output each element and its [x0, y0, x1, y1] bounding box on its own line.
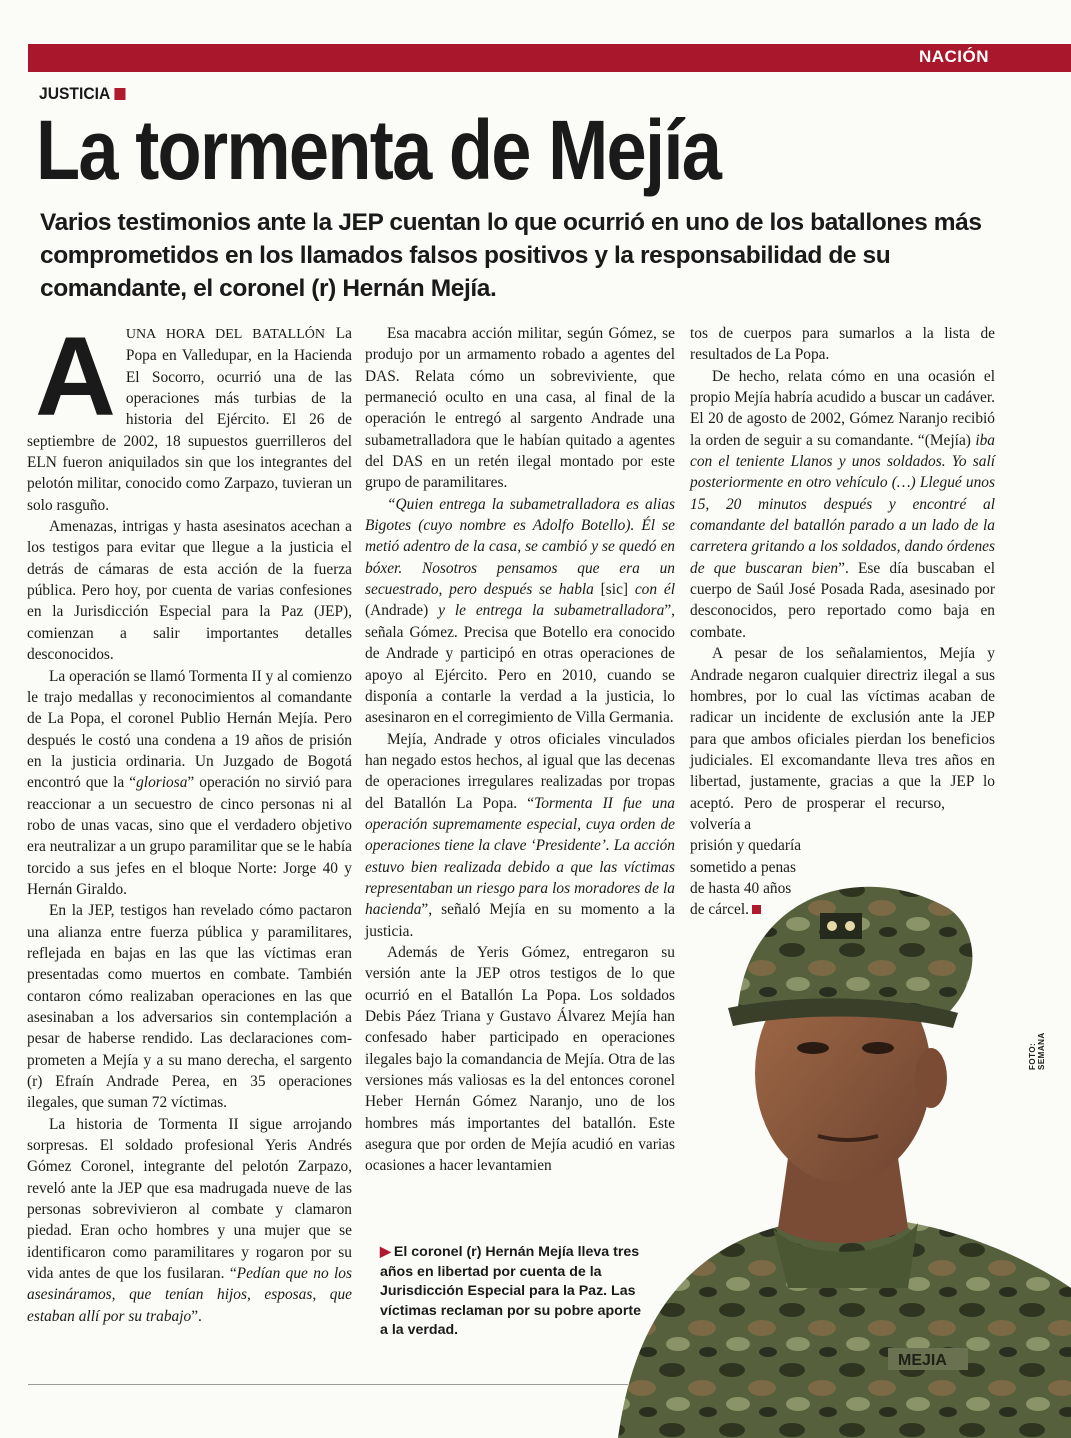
paragraph: Esa macabra acción militar, según Gómez, se produjo por un armamento robado a agentes del DAS. Relata cómo un sobreviviente, que permaneció oculto en una casa, al final de la operación le entregó al sargento Andrade una subametralladora que le habían quitado a agentes del DAS en un retén ilegal montado por este grupo de paramilitares.	[365, 325, 675, 492]
drop-cap: A	[35, 314, 116, 439]
paragraph	[690, 366, 995, 643]
paragraph-text: volvería a	[690, 815, 752, 833]
quote-text: iba con el teniente Llanos y unos soldados. Yo salí posteriormente en otro vehículo (…) Llegué unos 15, 20 minutos después y encontré al comandante del batallón parado a un lado de la carretera gritando a los soldados, dando órdenes de que buscaran bien	[690, 431, 995, 577]
red-square-icon	[115, 88, 126, 100]
quote-text: y le entrega la subametralladora	[438, 602, 665, 620]
paragraph	[690, 643, 995, 835]
paragraph-text: ”, señaló Mejía en su momento a la justicia.	[365, 901, 675, 940]
quote-text: gloriosa	[136, 774, 188, 792]
kicker	[39, 84, 126, 104]
colonel-photo	[598, 815, 1071, 1438]
quote-text: Tormenta II fue una operación supremamente especial, cuya orden de operaciones tiene la clave ‘Presidente’. La acción estuvo bien realizada debido a que las víctimas representaban un riesgo para los moradores de la hacienda	[365, 794, 675, 919]
article-column-1	[27, 314, 352, 1327]
paragraph-text: De hecho, relata cómo en una ocasión el propio Mejía habría acudido a buscar un cadáver. El 20 de agosto de 2002, Gómez Naranjo recibió la orden de seguir a su comandante. “(Mejía)	[690, 367, 995, 449]
paragraph	[365, 494, 675, 729]
paragraph	[27, 314, 352, 516]
paragraph-text: A pesar de los señalamientos, Mejía y Andrade negaron cualquier directriz ilegal a sus hombres, por lo cual las víctimas acaban de radicar un incidente de exclusión ante la JEP para que ambos oficiales pierdan los beneficios judiciales. El excomandante lleva tres años en libertad, justamente, gracias a que la JEP lo aceptó. Pero de prosperar el recurso,	[690, 645, 995, 812]
red-triangle-icon: ▶	[380, 1244, 391, 1260]
paragraph-text: La Popa en Valledupar, en la Hacienda El Socorro, ocurrió una de las operaciones más turbias de la historia del Ejército. El 26 de septiembre de 2002, 18 supuestos guerrilleros del ELN fueron aniquilados sin que los integrantes del pelotón militar, conocido como Zarpazo, tuvieran un solo rasguño.	[27, 325, 352, 514]
kicker-label: JUSTICIA	[39, 84, 111, 103]
paragraph-text: (Andrade)	[365, 602, 439, 620]
paragraph: Amenazas, intrigas y hasta asesinatos acechan a los testigos para evitar que llegue a la justicia el detrás de cámaras de esta acción de la fuerza pública. Pero hoy, por cuenta de varias confesiones en la Jurisdicción Especial para la Paz (JEP), comienzan a salir importantes detalles desconocidos.	[27, 518, 352, 664]
paragraph-text: Mejía, Andrade y otros oficiales vinculados han negado estos hechos, al igual que las decenas de operaciones irregulares realizadas por tropas del Batallón La Popa. “	[365, 730, 675, 812]
photo-caption	[380, 1243, 645, 1341]
divider	[28, 1384, 628, 1385]
caption-text: El coronel (r) Hernán Mejía lleva tres años en libertad por cuenta de la Jurisdicción Especial para la Paz. Las víctimas reclaman por su pobre aporte a la verdad.	[380, 1244, 641, 1339]
paragraph-text: ”, señala Gómez. Precisa que Botello era conocido de Andrade y participó en otras operaciones de apoyo al Ejército. Pero en 2010, cuando se disponía a contarle la verdad a la justicia, lo asesinaron en el corregimiento de Villa Germania.	[365, 602, 675, 727]
photo-credit: FOTO: SEMANA	[1028, 1032, 1046, 1070]
name-tag-text: MEJIA	[898, 1352, 947, 1369]
paragraph-text: La operación se llamó Tormenta II y al comienzo le trajo medallas y reconocimientos al comandante de La Popa, el coronel Publio Hernán Mejía. Pero después le costó una condena a 19 años de prisión en la justicia ordinaria. Un Juzgado de Bogotá encontró que la “	[27, 667, 352, 792]
text-line: sometido a penas	[690, 858, 796, 876]
quote-text: con él	[634, 581, 675, 599]
headline: La tormenta de Mejía	[36, 103, 721, 197]
quote-text: “Quien entrega la subametralladora es alias Bigotes (cuyo nombre es Adolfo Botello). Él se metió adentro de la casa, se cambió y se quedó en bóxer. Nosotros pensamos que era un secuestrado, pero después se habla	[365, 495, 675, 599]
text-line: de hasta 40 años	[690, 879, 792, 897]
paragraph-text: ”. Ese día buscaban el cuerpo de Saúl José Posada Rada, asesinado por desconocidos, pero reportado como baja en combate.	[690, 559, 996, 641]
paragraph-text: ” operación no sirvió para reaccionar a un secuestro de cinco personas ni al robo de unas vacas, sino que el verdadero objetivo era neutralizar a un grupo paramilitar que se le había torcido a sus jefes en el bloque Norte: Jorge 40 y Hernán Giraldo.	[27, 774, 352, 898]
text-line: de cárcel.	[690, 901, 749, 919]
section-header-bar	[28, 44, 1071, 72]
quote-text: Pedían que no los asesináramos, que tenían hijos, esposas, que estaban allí por su trabajo	[27, 1265, 352, 1325]
deck: Varios testimonios ante la JEP cuentan lo que ocurrió en uno de los batallones más comprometidos en los llamados falsos positivos y la responsabilidad de su comandante, el coronel (r) Hernán Mejía.	[40, 209, 982, 302]
paragraph	[27, 1114, 352, 1327]
paragraph: Además de Yeris Gómez, entregaron su versión ante la JEP otros testigos de lo que ocurrió en el Batallón La Popa. Los soldados Debis Páez Triana y Gustavo Álvarez Mejía han confesado haber participado en operaciones ilegales bajo la comandancia de Mejía. Otra de las versiones más valiosas es la del entonces coronel Heber Hernán Gómez Naranjo, uno de los hombres más importantes del batallón. Este asegura que por orden de Mejía acudió en varias ocasiones a hacer levantamien	[365, 943, 675, 1175]
paragraph-text: [sic]	[600, 581, 635, 599]
paragraph-text: La historia de Tormenta II sigue arrojando sorpresas. El soldado profesional Yeris Andrés Gómez Coronel, integrante del pelotón Zarpazo, reveló ante la JEP que esa madrugada nueve de las personas sobrevivieron al combate y clamaron piedad. Eran ocho hombres y una mujer que se identificaron como paramilitares y rogaron por su vida antes de que los fusilaran. “	[27, 1115, 352, 1283]
paragraph	[27, 666, 352, 901]
paragraph-text: ”.	[191, 1307, 202, 1325]
text-line: prisión y quedaría	[690, 837, 802, 855]
section-label: NACIÓN	[918, 47, 989, 66]
paragraph: En la JEP, testigos han revelado cómo pactaron una alianza entre fuerza pública y paramilitares, reflejada en bajas en las que las víctimas eran presentadas como muertos en combate. También contaron cómo realizaban operaciones en las que asesinaban a los adversarios sin contemplación a pesar de haberse rendido. Las declaraciones comprometen a Mejía y a su mano derecha, el sargento (r) Efraín Andrade Perea, en 35 operaciones ilegales, que suman 72 víctimas.	[27, 902, 352, 1112]
paragraph: tos de cuerpos para sumarlos a la lista de resultados de La Popa.	[690, 325, 995, 364]
lead-in: UNA HORA DEL BATALLÓN	[125, 327, 325, 342]
